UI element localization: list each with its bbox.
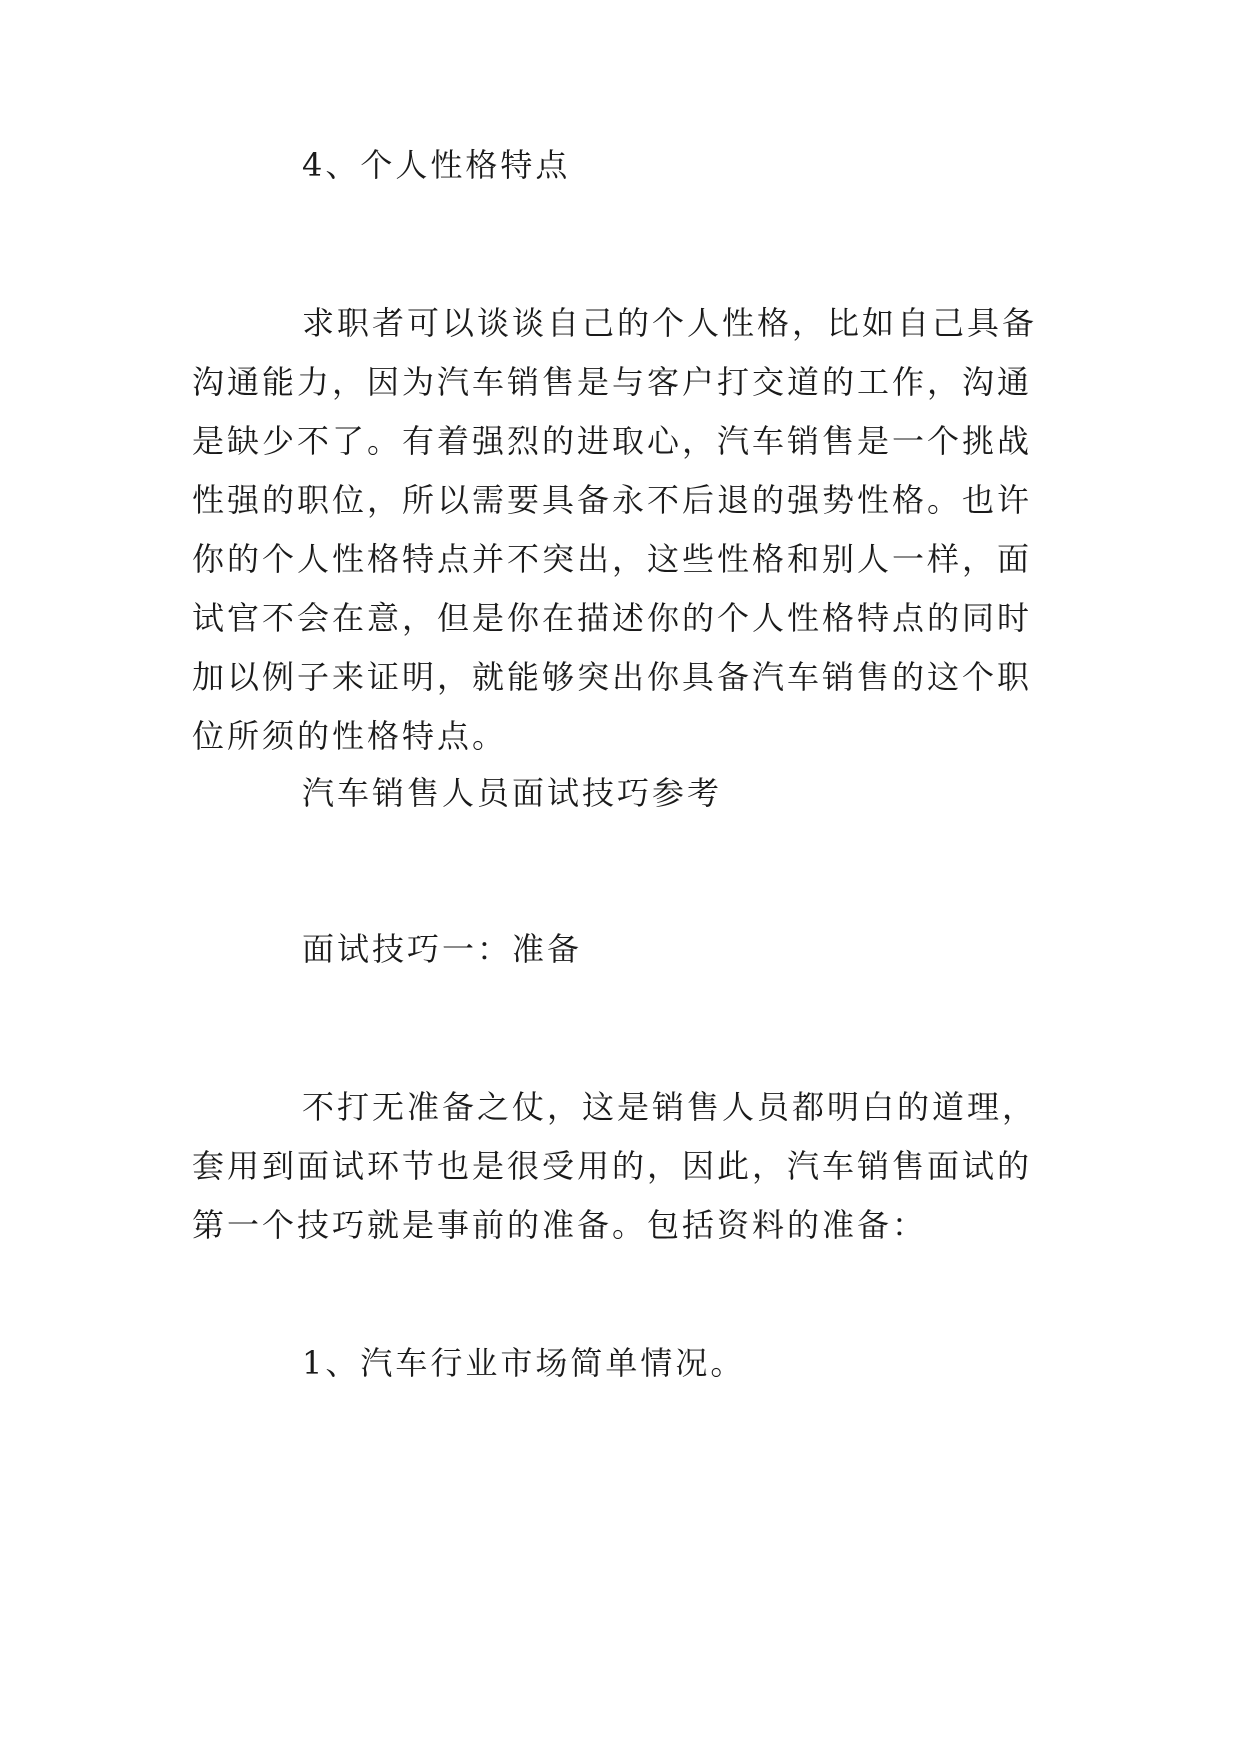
list-item-1: 1、汽车行业市场简单情况。 <box>302 1344 746 1382</box>
paragraph-tip1: 不打无准备之仗，这是销售人员都明白的道理，套用到面试环节也是很受用的，因此，汽车销售面试的第一个技巧就是事前的准备。包括资料的准备： <box>192 1088 1038 1244</box>
paragraph-personality: 求职者可以谈谈自己的个人性格，比如自己具备沟通能力，因为汽车销售是与客户打交道的工作，沟通是缺少不了。有着强烈的进取心，汽车销售是一个挑战性强的职位，所以需要具备永不后退的强势性格。也许你的个人性格特点并不突出，这些性格和别人一样，面试官不会在意，但是你在描述你的个人性格特点的同时加以例子来证明，就能够突出你具备汽车销售的这个职位所须的性格特点。 <box>192 304 1038 755</box>
section-heading-personality: 4、个人性格特点 <box>302 146 571 184</box>
section-heading-tip1: 面试技巧一：准备 <box>302 930 583 968</box>
article-title: 汽车销售人员面试技巧参考 <box>302 774 723 812</box>
